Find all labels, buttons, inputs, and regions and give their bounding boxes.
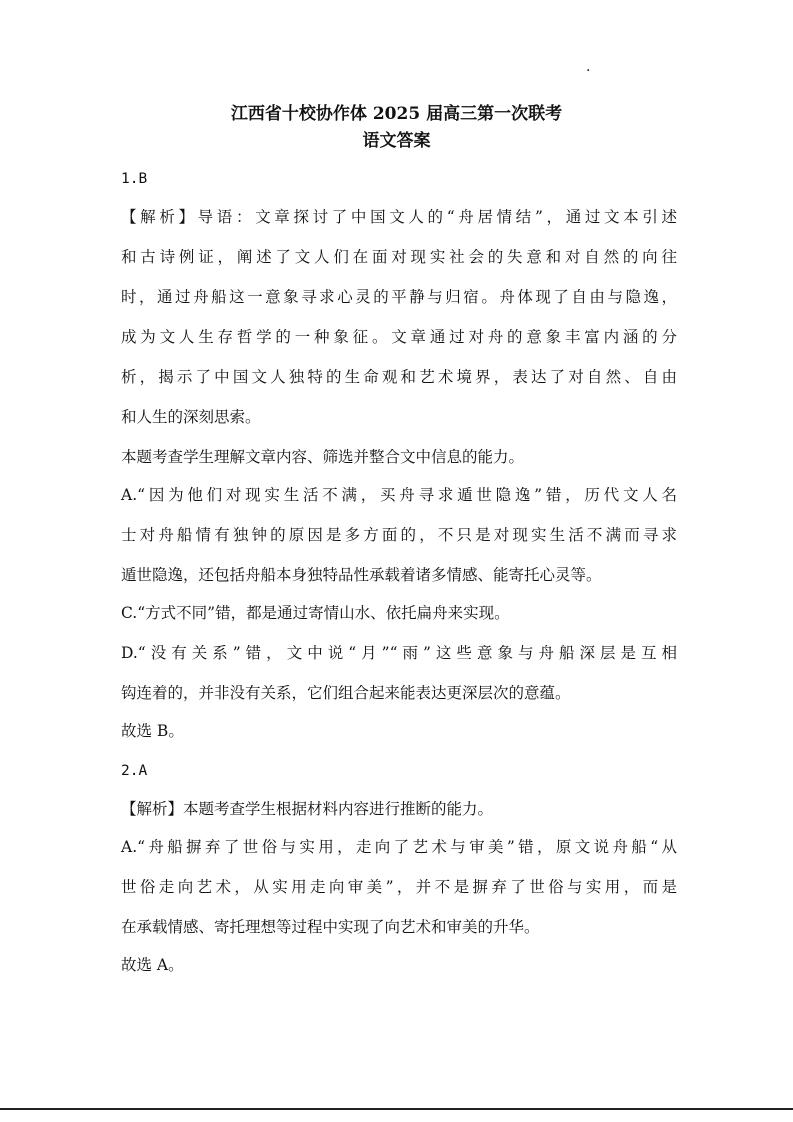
q1-option-d-explanation bbox=[121, 638, 677, 708]
q2-analysis: 【解析】本题考查学生根据材料内容进行推断的能力。 bbox=[121, 800, 494, 818]
exam-title: 江西省十校协作体 2025 届高三第一次联考 bbox=[230, 104, 563, 124]
q1-option-d-line: D.“没有关系”错，文中说“月”“雨”这些意象与舟船深层是互相 bbox=[121, 644, 677, 662]
q1-option-a-line: A.“因为他们对现实生活不满，买舟寻求遁世隐逸”错，历代文人名 bbox=[121, 486, 677, 504]
q1-option-c-explanation: C.“方式不同”错，都是通过寄情山水、依托扁舟来实现。 bbox=[121, 604, 510, 622]
exam-subtitle: 语文答案 bbox=[362, 131, 431, 151]
q1-option-d-line: 钩连着的，并非没有关系，它们组合起来能表达更深层次的意蕴。 bbox=[121, 684, 571, 702]
q1-ability-statement: 本题考查学生理解文章内容、筛选并整合文中信息的能力。 bbox=[121, 448, 525, 466]
q1-analysis-line: 成为文人生存哲学的一种象征。文章通过对舟的意象丰富内涵的分 bbox=[121, 328, 677, 346]
q1-analysis bbox=[121, 202, 677, 432]
q2-option-a-line: A.“舟船摒弃了世俗与实用，走向了艺术与审美”错，原文说舟船“从 bbox=[121, 838, 677, 856]
q1-answer-label: 1.B bbox=[121, 171, 148, 187]
q1-option-a-line: 遁世隐逸，还包括舟船本身独特品性承载着诸多情感、能寄托心灵等。 bbox=[121, 566, 602, 584]
page-bottom-divider bbox=[0, 1108, 793, 1110]
q1-option-a-explanation bbox=[121, 480, 677, 590]
answer-body bbox=[121, 164, 677, 980]
q1-analysis-line: 和古诗例证，阐述了文人们在面对现实社会的失意和对自然的向往 bbox=[121, 248, 677, 266]
q1-analysis-line: 时，通过舟船这一意象寻求心灵的平静与归宿。舟体现了自由与隐逸， bbox=[121, 288, 677, 306]
q2-option-a-explanation bbox=[121, 832, 677, 942]
q1-option-a-line: 士对舟船情有独钟的原因是多方面的，不只是对现实生活不满而寻求 bbox=[121, 526, 677, 544]
q1-analysis-line: 【解析】导语：文章探讨了中国文人的“舟居情结”，通过文本引述 bbox=[121, 208, 677, 226]
corner-mark: . bbox=[586, 59, 591, 75]
q1-analysis-line: 和人生的深刻思索。 bbox=[121, 408, 261, 426]
q2-option-a-line: 在承载情感、寄托理想等过程中实现了向艺术和审美的升华。 bbox=[121, 918, 540, 936]
q1-conclusion: 故选 B。 bbox=[121, 722, 184, 740]
q2-answer-label: 2.A bbox=[121, 763, 148, 779]
q2-option-a-line: 世俗走向艺术，从实用走向审美”，并不是摒弃了世俗与实用，而是 bbox=[121, 878, 677, 896]
q1-analysis-line: 析，揭示了中国文人独特的生命观和艺术境界，表达了对自然、自由 bbox=[121, 368, 677, 386]
q2-conclusion: 故选 A。 bbox=[121, 956, 184, 974]
